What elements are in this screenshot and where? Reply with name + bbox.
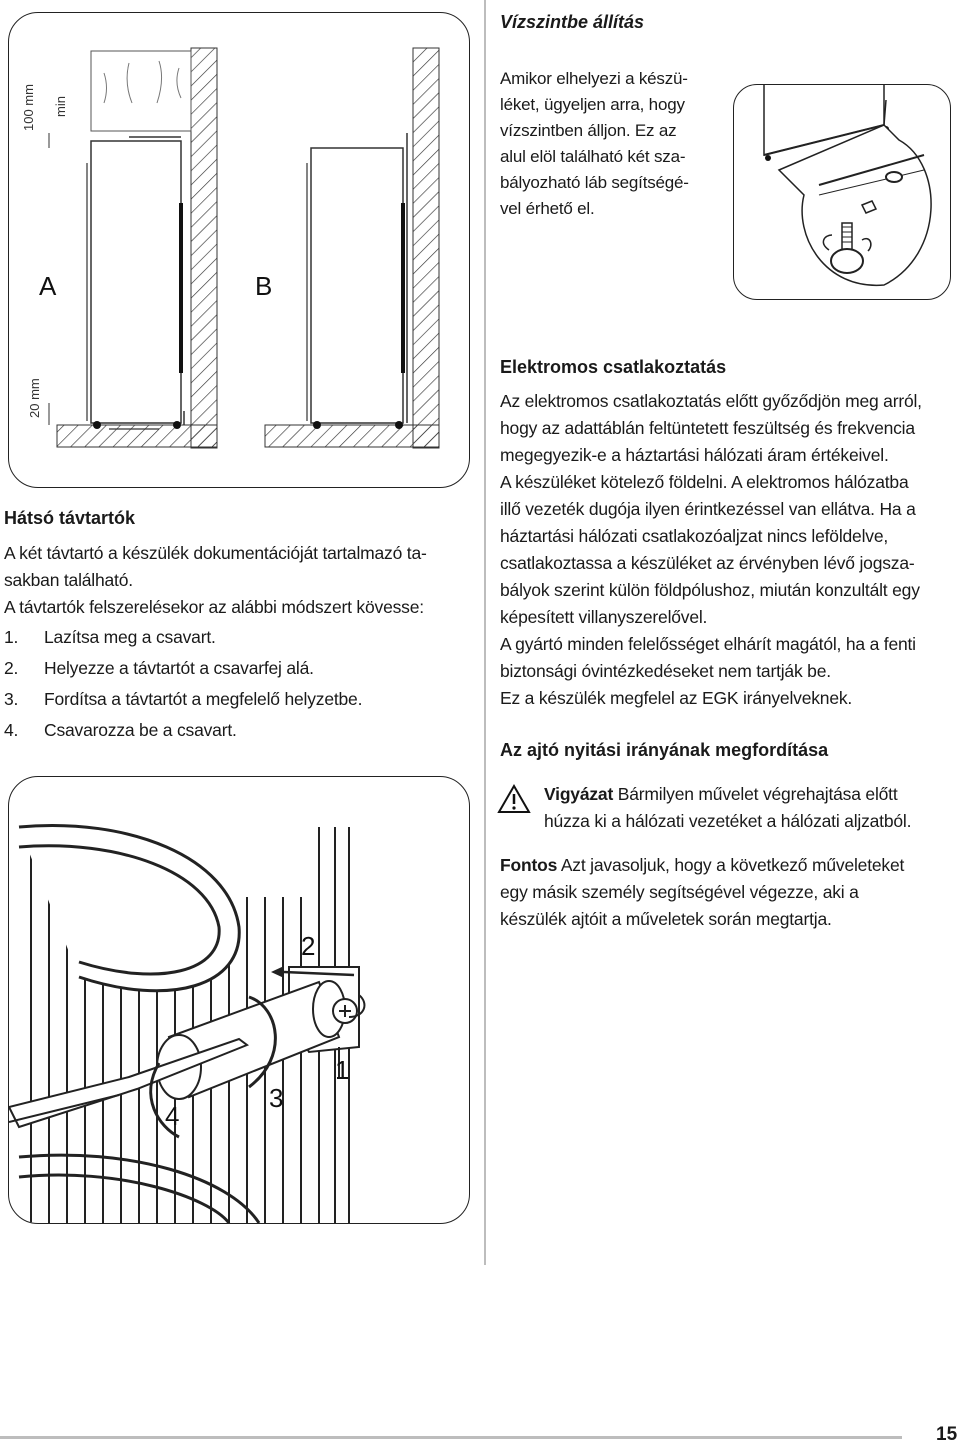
label-3: 3 <box>269 1083 284 1113</box>
leveling-line: bályozható láb segítségé- <box>500 173 689 192</box>
electrical-line: hogy az adattáblán feltüntetett feszültség és frekvencia <box>500 418 915 438</box>
leveling-line: alul elöl található két sza- <box>500 147 686 166</box>
fridge-b <box>311 148 403 423</box>
step-item: 3. Fordítsa a távtartót a megfelelő helyzetbe. <box>4 689 363 709</box>
electrical-line: Az elektromos csatlakoztatás előtt győződjön meg arról, <box>500 391 922 411</box>
leveling-line: Amikor elhelyezi a készü- <box>500 69 688 88</box>
electrical-line: biztonsági óvintézkedéseket nem tartják be. <box>500 661 831 681</box>
leveling-line: léket, ügyeljen arra, hogy <box>500 95 685 114</box>
important-label: Fontos <box>500 855 558 875</box>
page-number: 15 <box>936 1424 958 1445</box>
step-item: 4. Csavarozza be a csavart. <box>4 720 237 740</box>
leveling-text <box>500 66 725 222</box>
spacing-diagram <box>9 13 469 487</box>
electrical-line: A készüléket kötelező földelni. A elektromos hálózatba <box>500 472 909 492</box>
dim-top-label: 100 mm <box>21 84 36 131</box>
leveling-line: vízszintben álljon. Ez az <box>500 121 677 140</box>
floor-b <box>265 425 439 447</box>
label-a: A <box>39 271 57 301</box>
leveling-line: vel érhető el. <box>500 199 595 218</box>
label-4: 4 <box>165 1101 180 1131</box>
electrical-line: háztartási hálózati csatlakozóaljzat nincs leföldelve, <box>500 526 889 546</box>
steps-list <box>4 624 474 744</box>
electrical-line: A gyártó minden felelősséget elhárít magától, ha a fenti <box>500 634 916 654</box>
wall-b <box>413 48 439 448</box>
electrical-line: bályok szerint külön földpólushoz, miután konzultált egy <box>500 580 920 600</box>
intro-line: A két távtartó a készülék dokumentációját tartalmazó ta- <box>4 543 427 563</box>
label-1: 1 <box>335 1055 350 1085</box>
dim-bottom-label: 20 mm <box>27 378 42 418</box>
label-2: 2 <box>301 931 316 961</box>
figure-screw <box>8 776 470 1224</box>
wall-a <box>191 48 217 448</box>
important-text <box>500 852 955 933</box>
warning-line: Bármilyen művelet végrehajtása előtt <box>613 784 898 804</box>
electrical-heading: Elektromos csatlakoztatás <box>500 357 727 377</box>
important-line: egy másik személy segítségével végezze, aki a <box>500 882 859 902</box>
electrical-line: csatlakoztassa a készüléket az érvényben lévő jogsza- <box>500 553 915 573</box>
electrical-text <box>500 388 960 712</box>
leveling-heading: Vízszintbe állítás <box>500 12 645 32</box>
important-line: készülék ajtóit a műveletek során megtartja. <box>500 909 832 929</box>
intro-line: sakban található. <box>4 570 133 590</box>
footer-rule <box>0 1436 902 1439</box>
rear-spacers-intro <box>4 540 474 744</box>
intro-line: A távtartók felszerelésekor az alábbi módszert kövesse: <box>4 597 424 617</box>
figure-spacing <box>8 12 470 488</box>
electrical-line: képesített villanyszerelővel. <box>500 607 708 627</box>
warning-text <box>544 781 954 835</box>
fridge-a <box>91 141 181 423</box>
door-reversal-heading: Az ajtó nyitási irányának megfordítása <box>500 740 829 760</box>
electrical-line: megegyezik-e a háztartási hálózati áram értékeivel. <box>500 445 889 465</box>
step-item: 1. Lazítsa meg a csavart. <box>4 627 216 647</box>
leveling-diagram <box>734 85 950 299</box>
floor-a <box>57 425 217 447</box>
electrical-line: Ez a készülék megfelel az EGK irányelveknek. <box>500 688 853 708</box>
label-b: B <box>255 271 273 301</box>
rear-spacers-heading: Hátsó távtartók <box>4 508 136 528</box>
screw-diagram <box>9 777 469 1223</box>
warning-icon <box>497 784 531 814</box>
step-item: 2. Helyezze a távtartót a csavarfej alá. <box>4 658 314 678</box>
electrical-line: illő vezeték dugója ilyen érintkezéssel van ellátva. Ha a <box>500 499 916 519</box>
dim-top-min: min <box>53 96 68 117</box>
column-divider <box>484 0 486 1265</box>
important-line: Azt javasoljuk, hogy a következő műveleteket <box>557 855 905 875</box>
warning-line: húzza ki a hálózati vezetéket a hálózati aljzatból. <box>544 811 912 831</box>
warning-label: Vigyázat <box>544 784 614 804</box>
figure-leveling <box>733 84 951 300</box>
